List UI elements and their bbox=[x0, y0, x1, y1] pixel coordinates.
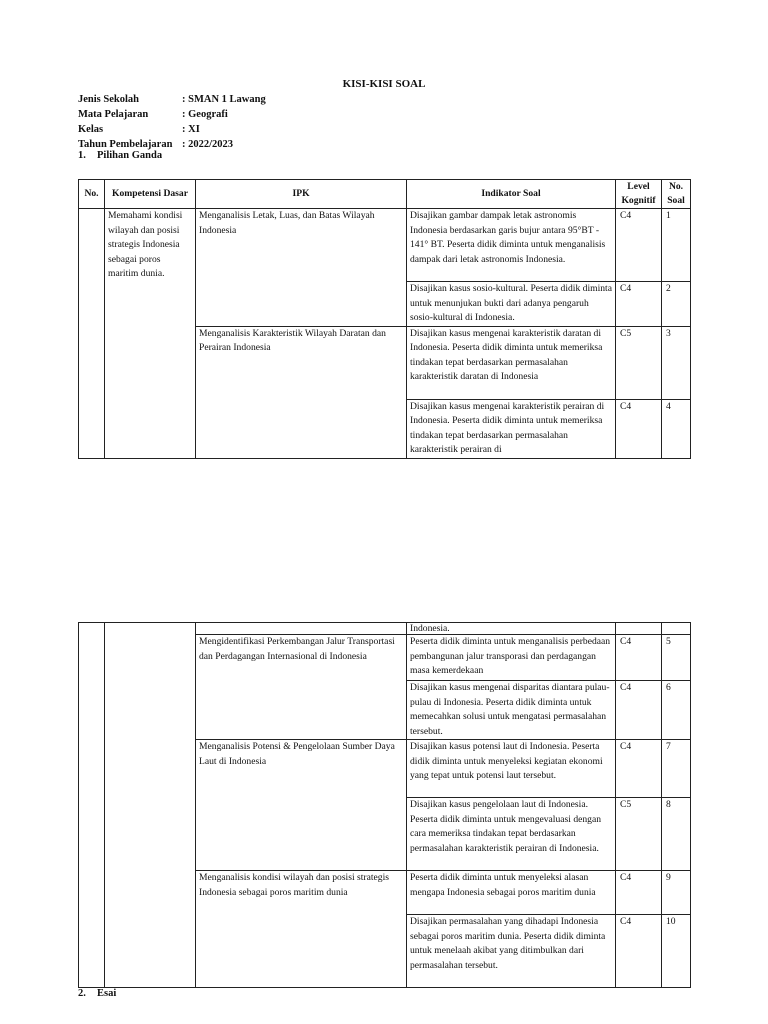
cell-level: C4 bbox=[616, 681, 662, 740]
cell-indikator: Disajikan permasalahan yang dihadapi Indonesia sebagai poros maritim dunia. Peserta didik diminta untuk menelaah akibat yang ditimbulkan dari permasalahan tersebut. bbox=[407, 915, 616, 988]
cell-indikator: Disajikan kasus mengenai karakteristik perairan di Indonesia. Peserta didik diminta untuk memeriksa tindakan tepat berdasarkan permasalahan karakteristik perairan di bbox=[407, 399, 616, 458]
cell-nosoal: 1 bbox=[662, 209, 691, 282]
meta-row-subject bbox=[78, 107, 266, 122]
document-title: KISI-KISI SOAL bbox=[342, 78, 426, 90]
header-level: Level Kognitif bbox=[616, 180, 662, 209]
cell-nosoal: 3 bbox=[662, 326, 691, 399]
cell-nosoal: 4 bbox=[662, 399, 691, 458]
kisi-table-page-1 bbox=[78, 179, 691, 459]
cell-level: C4 bbox=[616, 399, 662, 458]
meta-label: Tahun Pembelajaran bbox=[78, 139, 173, 150]
meta-label: Kelas bbox=[78, 124, 104, 135]
cell-level: C4 bbox=[616, 635, 662, 681]
cell-ipk: Menganalisis Potensi & Pengelolaan Sumber Daya Laut di Indonesia bbox=[196, 740, 407, 871]
meta-value: : 2022/2023 bbox=[182, 139, 234, 150]
header-kd: Kompetensi Dasar bbox=[105, 180, 196, 209]
cell-ipk: Menganalisis kondisi wilayah dan posisi strategis Indonesia sebagai poros maritim dunia bbox=[196, 871, 407, 988]
section-number: 2. bbox=[78, 988, 86, 999]
document-meta bbox=[78, 92, 266, 152]
meta-row-school bbox=[78, 92, 266, 107]
cell-level: C5 bbox=[616, 798, 662, 871]
meta-value: : Geografi bbox=[182, 109, 228, 120]
cell-indikator: Disajikan kasus mengenai disparitas diantara pulau-pulau di Indonesia. Peserta didik diminta untuk memecahkan solusi untuk mengatasi permasalahan tersebut. bbox=[407, 681, 616, 740]
cell-nosoal: 8 bbox=[662, 798, 691, 871]
header-nosoal: No. Soal bbox=[662, 180, 691, 209]
table-header-row bbox=[79, 180, 691, 209]
cell-indikator: Peserta didik diminta untuk menganalisis perbedaan pembangunan jalur transporasi dan perdagangan masa kemerdekaan bbox=[407, 635, 616, 681]
header-ipk: IPK bbox=[196, 180, 407, 209]
cell-ipk: Menganalisis Letak, Luas, dan Batas Wilayah Indonesia bbox=[196, 209, 407, 327]
table-row bbox=[79, 623, 691, 635]
meta-value: : XI bbox=[182, 124, 200, 135]
cell-level: C4 bbox=[616, 915, 662, 988]
meta-row-class bbox=[78, 122, 266, 137]
cell-indikator: Disajikan gambar dampak letak astronomis Indonesia berdasarkan garis bujur antara 95°BT - 141° BT. Peserta didik diminta untuk menganalisis dampak dari letak astronomis Indonesia. bbox=[407, 209, 616, 282]
cell-kd bbox=[105, 623, 196, 988]
cell-nosoal: 2 bbox=[662, 282, 691, 327]
meta-value: : SMAN 1 Lawang bbox=[182, 94, 266, 105]
cell-indikator: Disajikan kasus sosio-kultural. Peserta didik diminta untuk menunjukan bukti dari adanya pengaruh sosio-kultural di Indonesia. bbox=[407, 282, 616, 327]
header-no: No. bbox=[79, 180, 105, 209]
cell-ipk bbox=[196, 623, 407, 635]
cell-indikator: Peserta didik diminta untuk menyeleksi alasan mengapa Indonesia sebagai poros maritim dunia bbox=[407, 871, 616, 915]
cell-nosoal: 5 bbox=[662, 635, 691, 681]
section-heading-multiple-choice bbox=[78, 150, 162, 161]
cell-no bbox=[79, 209, 105, 459]
cell-indikator-continuation: Indonesia. bbox=[407, 623, 616, 635]
cell-indikator: Disajikan kasus potensi laut di Indonesia. Peserta didik diminta untuk menyeleksi kegiatan ekonomi yang tepat untuk potensi laut tersebut. bbox=[407, 740, 616, 798]
cell-indikator: Disajikan kasus pengelolaan laut di Indonesia. Peserta didik diminta untuk mengevaluasi dengan cara memeriksa tindakan tepat berdasarkan permasalahan karakteristik perairan di Indonesia. bbox=[407, 798, 616, 871]
table-row bbox=[79, 209, 691, 282]
cell-nosoal: 10 bbox=[662, 915, 691, 988]
cell-kd: Memahami kondisi wilayah dan posisi strategis Indonesia sebagai poros maritim dunia. bbox=[105, 209, 196, 459]
cell-ipk: Menganalisis Karakteristik Wilayah Daratan dan Perairan Indonesia bbox=[196, 326, 407, 458]
cell-indikator: Disajikan kasus mengenai karakteristik daratan di Indonesia. Peserta didik diminta untuk memeriksa tindakan tepat berdasarkan permasalahan karakteristik daratan di Indonesia bbox=[407, 326, 616, 399]
section-label: Esai bbox=[97, 988, 117, 999]
cell-level: C4 bbox=[616, 282, 662, 327]
meta-label: Jenis Sekolah bbox=[78, 94, 139, 105]
cell-level: C4 bbox=[616, 209, 662, 282]
section-heading-essay bbox=[78, 988, 116, 999]
header-indikator: Indikator Soal bbox=[407, 180, 616, 209]
section-label: Pilihan Ganda bbox=[97, 150, 163, 161]
cell-level bbox=[616, 623, 662, 635]
section-number: 1. bbox=[78, 150, 86, 161]
cell-ipk: Mengidentifikasi Perkembangan Jalur Transportasi dan Perdagangan Internasional di Indonesia bbox=[196, 635, 407, 740]
cell-nosoal: 7 bbox=[662, 740, 691, 798]
cell-nosoal: 9 bbox=[662, 871, 691, 915]
cell-no bbox=[79, 623, 105, 988]
kisi-table-page-2 bbox=[78, 622, 691, 988]
cell-nosoal: 6 bbox=[662, 681, 691, 740]
cell-level: C5 bbox=[616, 326, 662, 399]
cell-level: C4 bbox=[616, 871, 662, 915]
meta-label: Mata Pelajaran bbox=[78, 109, 149, 120]
cell-nosoal bbox=[662, 623, 691, 635]
cell-level: C4 bbox=[616, 740, 662, 798]
